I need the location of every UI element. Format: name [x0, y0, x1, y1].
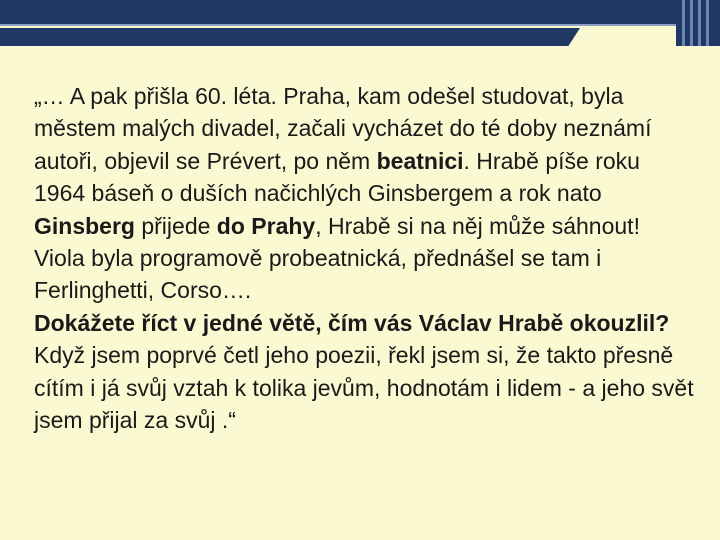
- quote-text: , Hrabě si na něj může sáhnout! Viola byla programově probeatnická, přednášel se tam i Ferlinghetti, Corso….: [34, 212, 640, 304]
- question-paragraph: [34, 307, 694, 339]
- quote-text: . Hrabě píše roku 1964 báseň o duších načichlých Ginsbergem a rok nato: [34, 147, 640, 207]
- header-tab-shape: [0, 28, 580, 46]
- question-text: Dokážete říct v jedné větě, čím vás Václav Hrabě okouzlil?: [34, 309, 670, 336]
- answer-paragraph: Když jsem poprvé četl jeho poezii, řekl jsem si, že takto přesně cítím i já svůj vztah k tolika jevům, hodnotám i lidem - a jeho svět jsem přijal za svůj .“: [34, 342, 694, 434]
- quote-text: „… A pak přišla 60. léta. Praha, kam odešel studovat, byla městem malých divadel, začali vycházet do té doby neznámí autoři, objevil se Prévert, po něm: [34, 83, 652, 174]
- slide-text-body: [34, 80, 694, 436]
- header-band: [0, 0, 720, 24]
- header-stripe: [682, 0, 685, 46]
- header-stripe: [690, 0, 693, 46]
- header-divider: [0, 24, 720, 26]
- header-stripe: [706, 0, 709, 46]
- bold-beatnici: beatnici: [376, 147, 464, 174]
- bold-do-prahy: do Prahy: [216, 212, 316, 239]
- header-stripes: [676, 0, 720, 46]
- header-stripe: [698, 0, 701, 46]
- quote-text: přijede: [134, 212, 217, 239]
- quote-paragraph: [34, 80, 694, 307]
- bold-ginsberg: Ginsberg: [34, 212, 135, 239]
